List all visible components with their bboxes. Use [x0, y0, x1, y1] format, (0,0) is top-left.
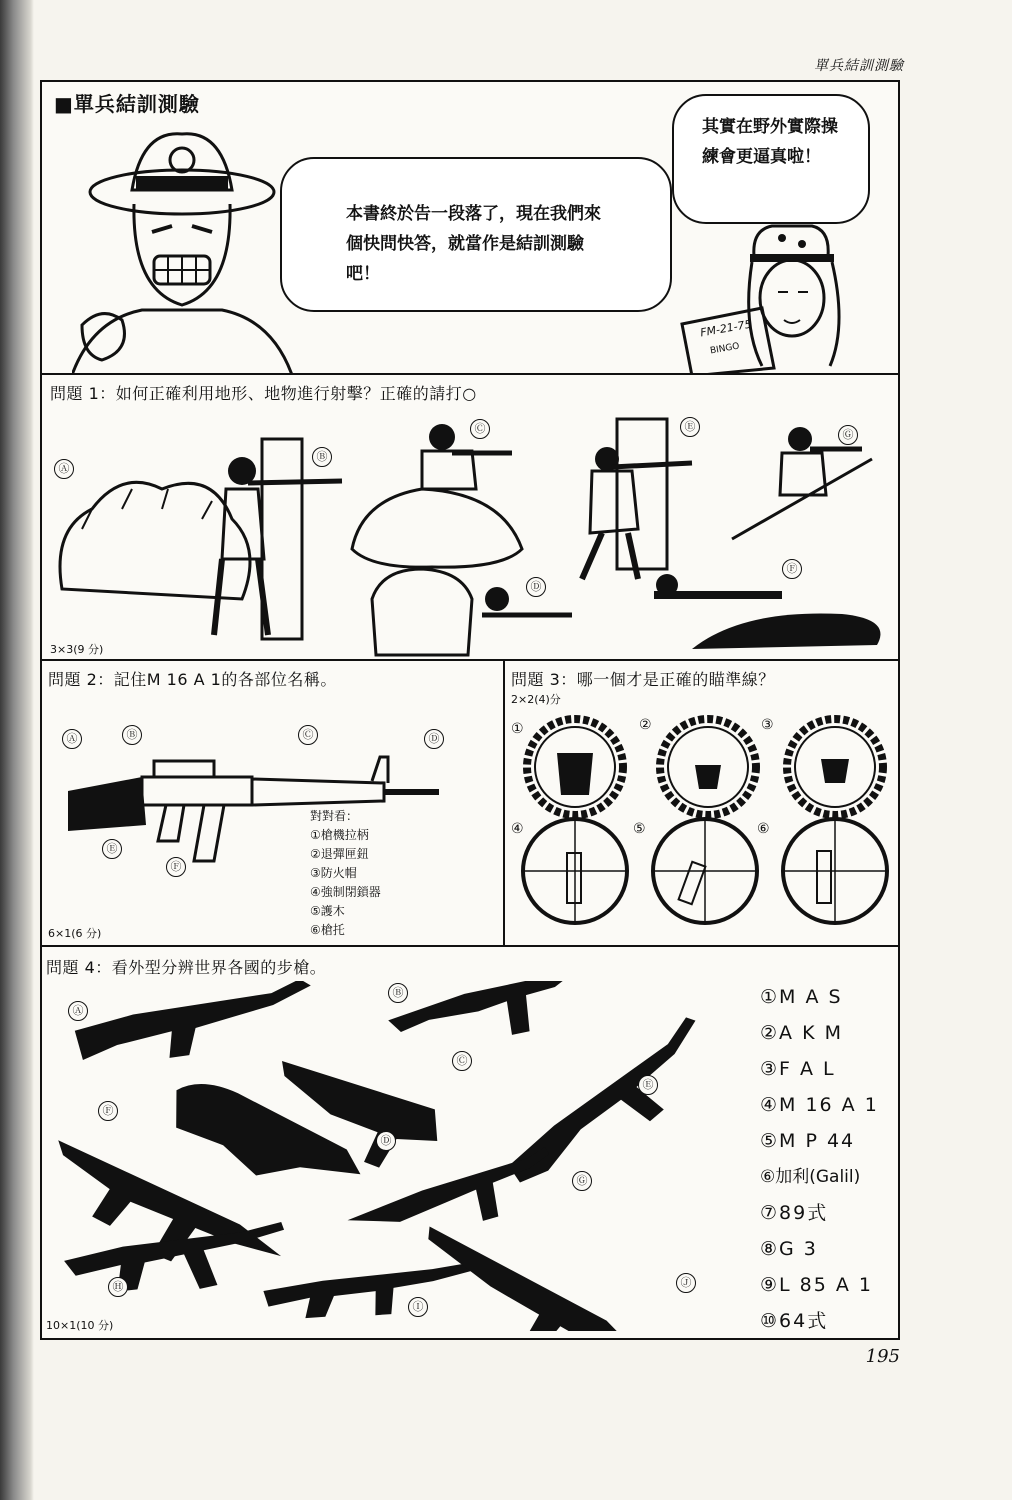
question-1-panel — [40, 373, 900, 661]
question-3-text: 問題 3：哪一個才是正確的瞄準線？ — [511, 670, 775, 689]
q4-answer-list — [760, 979, 879, 1339]
intro-panel — [40, 80, 900, 375]
q2-check-title: 對對看： — [310, 809, 359, 823]
q2-part-list — [310, 807, 381, 940]
q2-label-f: Ⓕ — [166, 857, 186, 877]
sight-pictures-illustration — [505, 705, 900, 945]
q2-part-item: ⑥槍托 — [310, 923, 345, 937]
q4-answer-item: ⑨L 85 A 1 — [760, 1274, 873, 1296]
q4-label-a: Ⓐ — [68, 1001, 88, 1021]
q2-part-item: ⑤護木 — [310, 904, 345, 918]
q4-score: 10×1(10 分) — [46, 1319, 114, 1332]
q4-label-b: Ⓑ — [388, 983, 408, 1003]
q4-label-e: Ⓔ — [638, 1075, 658, 1095]
q4-label-h: Ⓗ — [108, 1277, 128, 1297]
firing-positions-illustration — [42, 409, 898, 659]
q1-label-d: Ⓓ — [526, 577, 546, 597]
q4-answer-item: ②A K M — [760, 1022, 843, 1044]
question-2-panel — [40, 659, 505, 947]
q4-answer-item: ⑤M P 44 — [760, 1130, 856, 1152]
rifle-silhouettes-illustration — [52, 981, 752, 1331]
q4-answer-item: ⑩64式 — [760, 1310, 829, 1332]
book-binding-shadow — [0, 0, 34, 1500]
q4-answer-item: ⑥加利(Galil) — [760, 1167, 861, 1187]
drill-sergeant-illustration — [72, 120, 312, 375]
q2-label-e: Ⓔ — [102, 839, 122, 859]
q4-answer-item: ④M 16 A 1 — [760, 1094, 879, 1116]
section-title: ■單兵結訓測驗 — [54, 92, 200, 116]
q2-label-d: Ⓓ — [424, 729, 444, 749]
running-header: 單兵結訓測驗 — [814, 58, 904, 74]
q3-label-6: ⑥ — [757, 821, 770, 837]
question-3-panel — [503, 659, 900, 947]
q2-score: 6×1(6 分) — [48, 927, 102, 940]
question-4-text: 問題 4：看外型分辨世界各國的步槍。 — [46, 958, 327, 977]
q1-label-g: Ⓖ — [838, 425, 858, 445]
q4-answer-item: ①M A S — [760, 986, 843, 1008]
q3-label-1: ① — [511, 721, 524, 737]
q3-label-2: ② — [639, 717, 652, 733]
manual-cover-sub: BINGO — [709, 341, 741, 357]
speech-bubble-sergeant: 本書終於告一段落了，現在我們來個快問快答，就當作是結訓測驗吧！ — [280, 157, 672, 312]
q1-label-b: Ⓑ — [312, 447, 332, 467]
q1-label-c: Ⓒ — [470, 419, 490, 439]
q1-label-f: Ⓕ — [782, 559, 802, 579]
question-1-text: 問題 1：如何正確利用地形、地物進行射擊？正確的請打○ — [50, 384, 477, 403]
female-soldier-illustration — [642, 216, 882, 375]
q4-answer-item: ⑦89式 — [760, 1202, 829, 1224]
manual-cover-label: FM-21-75 — [699, 317, 753, 340]
question-4-panel — [40, 945, 900, 1340]
page-number: 195 — [865, 1346, 900, 1367]
q1-label-a: Ⓐ — [54, 459, 74, 479]
q3-label-5: ⑤ — [633, 821, 646, 837]
q2-part-item: ④強制閉鎖器 — [310, 885, 381, 899]
q3-label-3: ③ — [761, 717, 774, 733]
q4-label-g: Ⓖ — [572, 1171, 592, 1191]
q4-label-c: Ⓒ — [452, 1051, 472, 1071]
q1-score: 3×3(9 分) — [50, 643, 104, 656]
q4-answer-item: ③F A L — [760, 1058, 836, 1080]
q4-label-j: Ⓙ — [676, 1273, 696, 1293]
q2-label-a: Ⓐ — [62, 729, 82, 749]
q2-label-b: Ⓑ — [122, 725, 142, 745]
q4-label-f: Ⓕ — [98, 1101, 118, 1121]
q3-score: 2×2(4)分 — [511, 693, 561, 706]
q1-label-e: Ⓔ — [680, 417, 700, 437]
question-2-text: 問題 2：記住M 16 A 1的各部位名稱。 — [48, 670, 337, 689]
speech-bubble-soldier: 其實在野外實際操練會更逼真啦！ — [672, 94, 870, 224]
q2-part-item: ③防火帽 — [310, 866, 357, 880]
q2-part-item: ①槍機拉柄 — [310, 828, 369, 842]
q4-label-d: Ⓓ — [376, 1131, 396, 1151]
q4-answer-item: ⑧G 3 — [760, 1238, 818, 1260]
q2-label-c: Ⓒ — [298, 725, 318, 745]
q4-label-i: Ⓘ — [408, 1297, 428, 1317]
q2-part-item: ②退彈匣鈕 — [310, 847, 369, 861]
q3-label-4: ④ — [511, 821, 524, 837]
